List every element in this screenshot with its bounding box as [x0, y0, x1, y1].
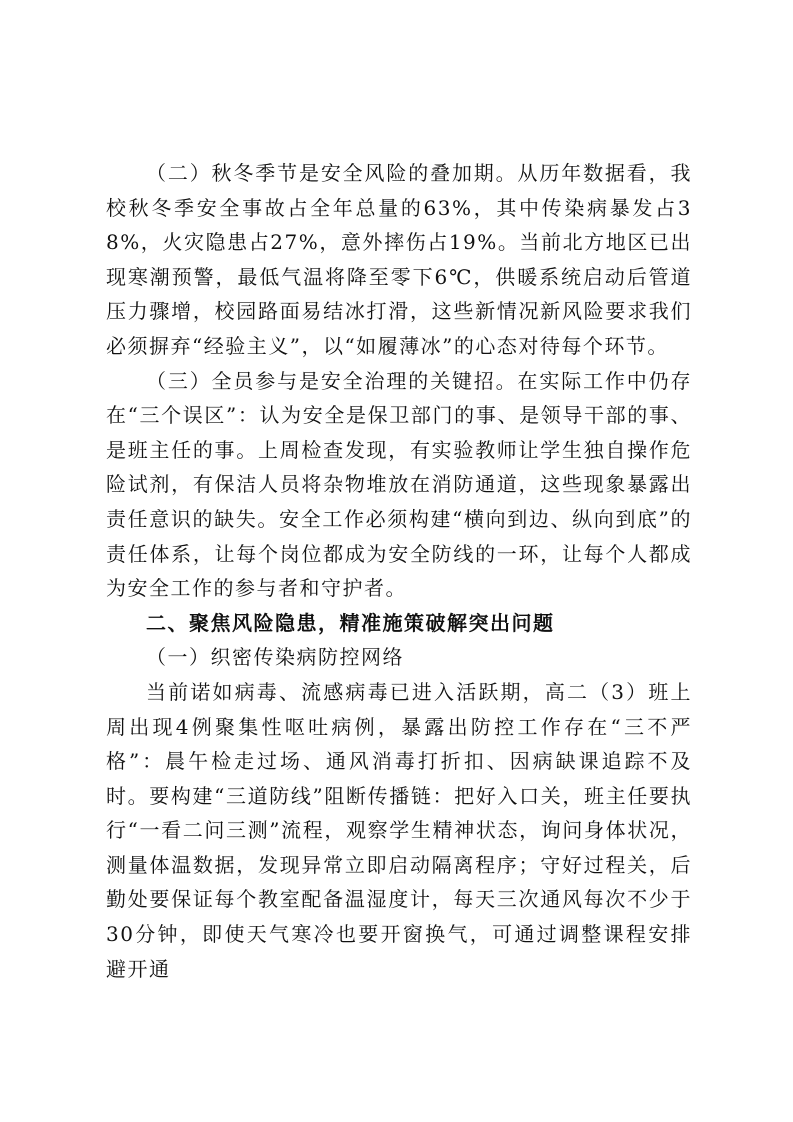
- paragraph-autumn-winter-risk: （二）秋冬季节是安全风险的叠加期。从历年数据看，我校秋冬季安全事故占全年总量的63%，其中传染病暴发占38%，火灾隐患占27%，意外摔伤占19%。当前北方地区已出现寒潮预警，最低气温将降至零下6℃，供暖系统启动后管道压力骤增，校园路面易结冰打滑，这些新情况新风险要求我们必须摒弃“经验主义”，以“如履薄冰”的心态对待每个环节。: [106, 161, 692, 358]
- paragraph-disease-control: 当前诺如病毒、流感病毒已进入活跃期，高二（3）班上周出现4例聚集性呕吐病例，暴露出防控工作存在“三不严格”：晨午检走过场、通风消毒打折扣、因病缺课追踪不及时。要构建“三道防线”阻断传播链：把好入口关，班主任要执行“一看二问三测”流程，观察学生精神状态，询问身体状况，测量体温数据，发现异常立即启动隔离程序；守好过程关，后勤处要保证每个教室配备温湿度计，每天三次通风每次不少于30分钟，即使天气寒冷也要开窗换气，可通过调整课程安排避开通: [106, 679, 692, 981]
- paragraph-full-participation: （三）全员参与是安全治理的关键招。在实际工作中仍存在“三个误区”：认为安全是保卫部门的事、是领导干部的事、是班主任的事。上周检查发现，有实验教师让学生独自操作危险试剂，有保洁人员将杂物堆放在消防通道，这些现象暴露出责任意识的缺失。安全工作必须构建“横向到边、纵向到底”的责任体系，让每个岗位都成为安全防线的一环，让每个人都成为安全工作的参与者和守护者。: [106, 368, 692, 601]
- section-heading-risk-focus: 二、聚焦风险隐患，精准施策破解突出问题: [146, 610, 555, 635]
- document-page: [106, 156, 692, 986]
- subsection-heading-disease-control: （一）织密传染病防控网络: [146, 645, 404, 670]
